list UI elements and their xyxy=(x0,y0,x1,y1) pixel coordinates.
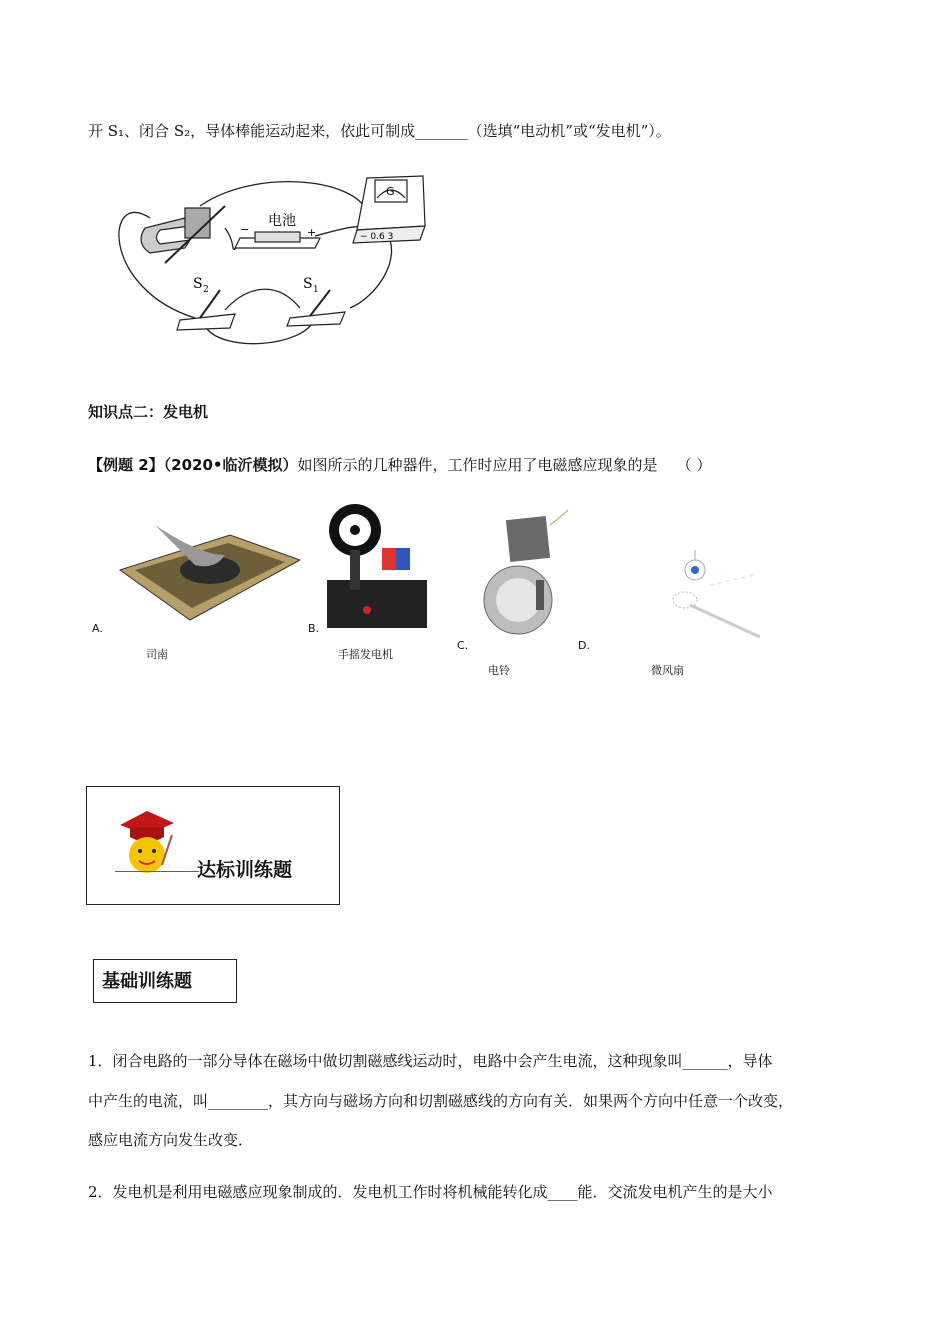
switch-s1-subscript: 1 xyxy=(313,285,319,295)
example-text: 如图所示的几种器件，工作时应用了电磁感应现象的是 xyxy=(297,456,658,474)
example-question xyxy=(88,454,711,475)
example-tag: 【例题 2】 xyxy=(88,456,164,474)
option-d-caption: 微风扇 xyxy=(651,664,684,677)
magnet-icon xyxy=(141,206,225,263)
switch-s2-icon xyxy=(177,290,235,330)
galvanometer-label: G xyxy=(386,185,395,198)
answer-bracket: （ ） xyxy=(676,456,712,474)
banner-underline xyxy=(115,871,199,872)
circuit-diagram xyxy=(105,168,435,348)
battery-label: 电池 xyxy=(268,213,296,229)
basic-training-box xyxy=(93,959,237,1003)
question-1-line-2: 中产生的电流，叫________，其方向与磁场方向和切割磁感线的方向有关．如果两个方向中任意一个改变， xyxy=(88,1092,794,1110)
question-1-line-1: 1．闭合电路的一部分导体在磁场中做切割磁感线运动时，电路中会产生电流，这种现象叫______，导体 xyxy=(88,1052,773,1070)
compass-image xyxy=(110,515,300,625)
switch-s2-subscript: 2 xyxy=(203,285,209,295)
question-1-line-3: 感应电流方向发生改变． xyxy=(88,1131,254,1149)
battery-minus-label: − xyxy=(240,223,250,236)
graduate-mascot-icon xyxy=(112,805,192,885)
switch-s1-label: S xyxy=(303,276,313,292)
fan-image xyxy=(650,545,760,640)
question-2-line-1: 2．发电机是利用电磁感应现象制成的．发电机工作时将机械能转化成____能．交流发电机产生的是大小 xyxy=(88,1183,773,1201)
battery-plus-label: + xyxy=(307,226,317,239)
option-c-caption: 电铃 xyxy=(488,664,510,677)
option-a-letter: A. xyxy=(92,622,103,635)
bell-image xyxy=(478,510,578,640)
generator-image xyxy=(322,500,432,630)
option-c-letter: C. xyxy=(457,639,469,652)
option-d-letter: D. xyxy=(578,639,590,652)
training-banner xyxy=(86,786,340,905)
banner-title: 达标训练题 xyxy=(197,859,293,881)
meter-scale: − 0.6 3 xyxy=(360,232,394,242)
intro-text: 开 S₁、闭合 S₂，导体棒能运动起来，依此可制成_______（选填“电动机”或“发电机”）。 xyxy=(88,122,671,140)
option-b-letter: B. xyxy=(308,622,320,635)
example-source: （2020•临沂模拟） xyxy=(163,456,298,474)
section-title: 知识点二：发电机 xyxy=(88,403,209,421)
option-b-caption: 手摇发电机 xyxy=(338,648,393,661)
basic-training-title: 基础训练题 xyxy=(102,971,192,992)
switch-s2-label: S xyxy=(193,276,203,292)
switch-s1-icon xyxy=(287,290,345,326)
option-a-caption: 司南 xyxy=(146,648,168,661)
